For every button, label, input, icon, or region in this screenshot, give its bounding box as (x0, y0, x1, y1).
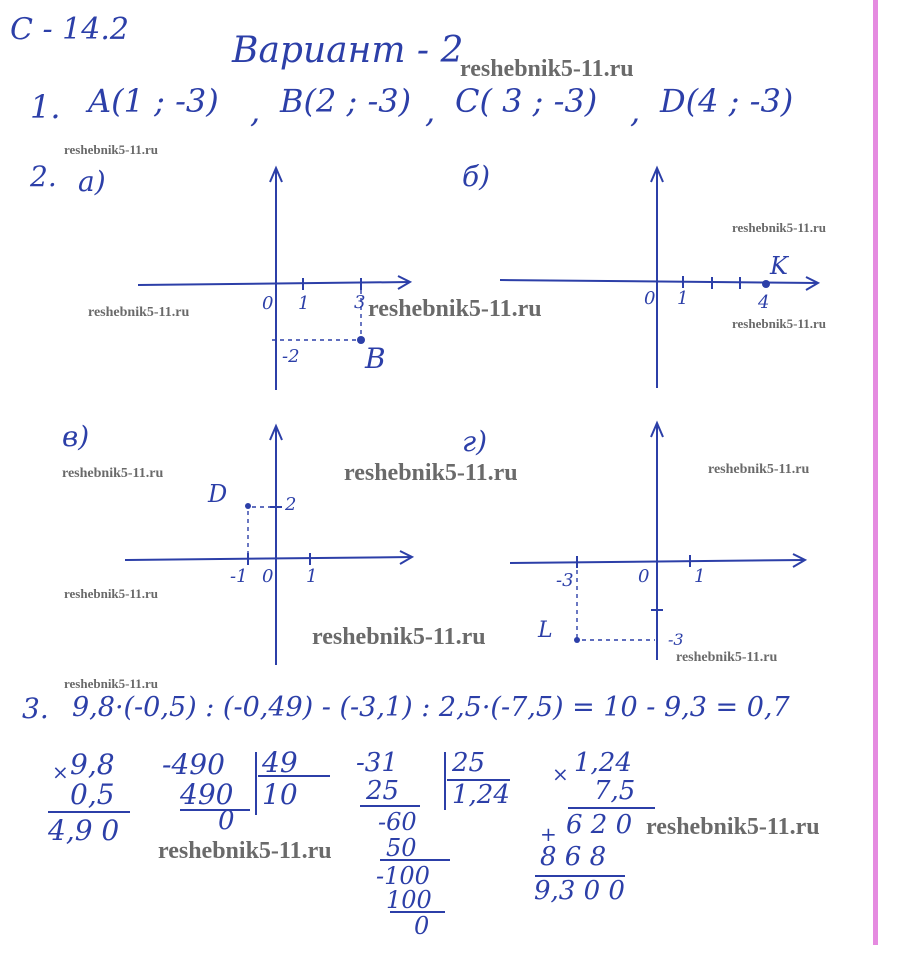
point-d-label: D (208, 480, 228, 508)
watermark: reshebnik5-11.ru (64, 142, 159, 157)
mult1-b: 0,5 (70, 778, 115, 811)
variant-title: Вариант - 2 (232, 30, 464, 71)
task3-expression: 9,8·(-0,5) : (-0,49) - (-3,1) : 2,5·(-7,5) = 10 - 9,3 = 0,7 (72, 692, 790, 723)
watermark: reshebnik5-11.ru (676, 650, 778, 665)
separator-2: , (425, 92, 436, 130)
graph-a-label: а) (78, 165, 106, 198)
div2-step-4: 100 (386, 886, 432, 914)
watermark: reshebnik5-11.ru (732, 220, 827, 235)
separator-3: , (630, 92, 641, 130)
task-code: С - 14.2 (10, 12, 129, 47)
graph-v-tick-1: 1 (306, 566, 318, 587)
mult2-b: 7,5 (594, 776, 636, 806)
point-b-label: B (365, 342, 386, 375)
div2-quotient: 1,24 (452, 780, 510, 810)
watermark: reshebnik5-11.ru (88, 305, 190, 320)
graph-a-tick-3: 3 (354, 292, 366, 313)
graph-g-origin: 0 (638, 566, 650, 587)
separator-1: , (250, 92, 261, 130)
watermark: reshebnik5-11.ru (344, 460, 518, 486)
div1-remainder: 0 (218, 806, 235, 836)
task1-number: 1. (30, 88, 61, 126)
watermark: reshebnik5-11.ru (62, 466, 164, 481)
mult1-a: 9,8 (70, 748, 115, 781)
point-l-label: L (538, 618, 553, 643)
task3-number: 3. (22, 692, 49, 725)
watermark: reshebnik5-11.ru (158, 838, 332, 864)
div2-step-3: -100 (376, 862, 430, 890)
watermark: reshebnik5-11.ru (646, 814, 820, 840)
div2-step-1: -60 (378, 808, 417, 836)
watermark: reshebnik5-11.ru (368, 296, 542, 322)
div1-divisor: 49 (262, 746, 298, 779)
div2-sub: 25 (366, 776, 400, 806)
point-k-label: K (770, 252, 788, 280)
graph-b-tick-1: 1 (677, 288, 689, 309)
mult2-result: 9,3 0 0 (534, 876, 625, 906)
div2-divisor: 25 (452, 748, 486, 778)
div1-quotient: 10 (262, 778, 298, 811)
graph-b-tick-4: 4 (758, 292, 770, 313)
graph-b-label: б) (462, 160, 491, 193)
graph-g-axes (510, 423, 805, 660)
graph-a-origin: 0 (262, 293, 274, 314)
graph-a-tick-neg2: -2 (282, 346, 300, 367)
graph-g-label: г) (462, 425, 488, 458)
graph-v-label: в) (62, 420, 90, 453)
point-a: A(1 ; -3) (88, 82, 219, 120)
graph-v-origin: 0 (262, 566, 274, 587)
point-c: C( 3 ; -3) (455, 82, 598, 120)
watermark: reshebnik5-11.ru (732, 316, 827, 331)
mult1-result: 4,9 0 (48, 814, 120, 847)
mult2-plus: + (540, 822, 557, 846)
div2-dividend: -31 (356, 748, 398, 778)
div2-step-5: 0 (414, 912, 430, 940)
task2-number: 2. (30, 160, 57, 193)
mult2-sign: × (552, 762, 569, 786)
graph-a-tick-1: 1 (298, 293, 310, 314)
watermark: reshebnik5-11.ru (64, 586, 159, 601)
watermark: reshebnik5-11.ru (708, 462, 810, 477)
div1-sub: 490 (180, 778, 234, 811)
graph-v-tick-neg1: -1 (230, 566, 248, 587)
graph-v-tick-2: 2 (285, 494, 297, 515)
mult2-partial-2: 8 6 8 (540, 842, 607, 872)
point-b: B(2 ; -3) (280, 82, 412, 120)
watermark: reshebnik5-11.ru (460, 56, 634, 82)
watermark: reshebnik5-11.ru (312, 624, 486, 650)
graph-b-origin: 0 (644, 288, 656, 309)
mult2-a: 1,24 (574, 748, 632, 778)
graph-g-tick-y-neg3: -3 (668, 630, 684, 649)
graph-g-tick-neg3: -3 (556, 570, 574, 591)
div1-dividend: -490 (162, 748, 225, 781)
watermark: reshebnik5-11.ru (64, 676, 159, 691)
mult2-partial-1: 6 2 0 (566, 810, 633, 840)
mult1-sign: × (52, 760, 69, 784)
point-d: D(4 ; -3) (660, 82, 794, 120)
div2-step-2: 50 (386, 834, 417, 862)
graph-g-tick-1: 1 (694, 566, 706, 587)
